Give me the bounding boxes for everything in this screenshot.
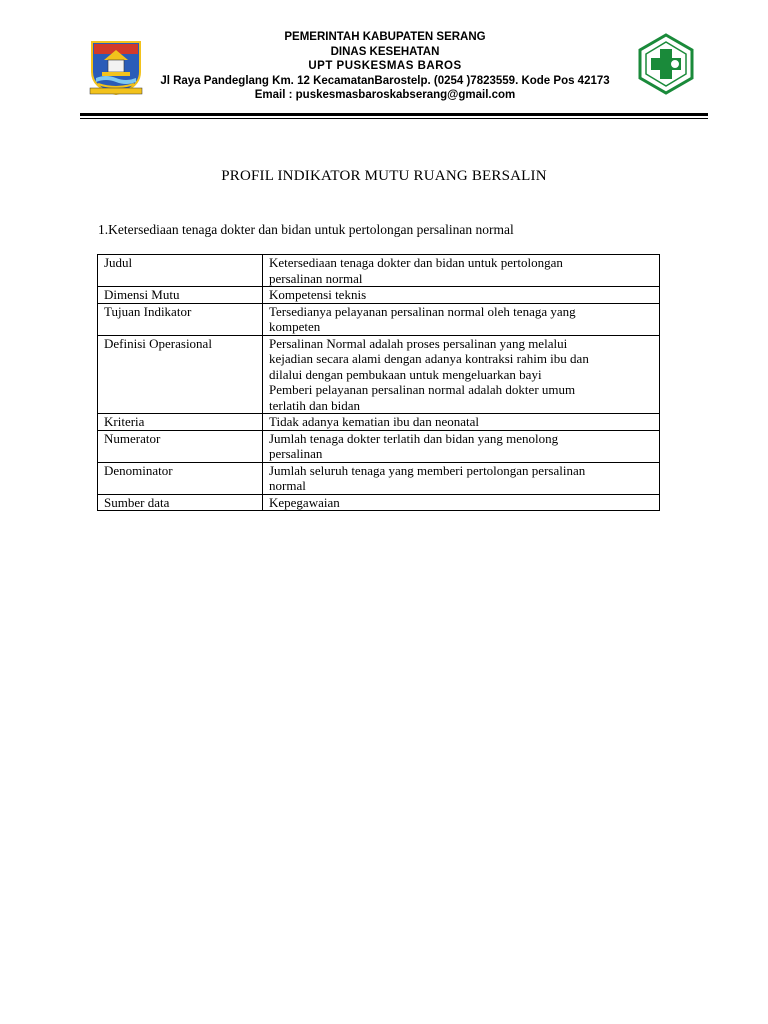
row-value-line: Ketersediaan tenaga dokter dan bidan untuk pertolongan bbox=[269, 255, 563, 270]
letterhead-rule-thin bbox=[80, 118, 708, 119]
row-label: Denominator bbox=[98, 462, 263, 494]
letterhead-government: PEMERINTAH KABUPATEN SERANG bbox=[284, 31, 486, 43]
letterhead-institution: UPT PUSKESMAS BAROS bbox=[308, 60, 462, 73]
row-label: Numerator bbox=[98, 430, 263, 462]
puskesmas-logo-icon bbox=[636, 33, 696, 95]
row-label: Tujuan Indikator bbox=[98, 303, 263, 335]
table-row bbox=[98, 255, 660, 287]
table-row bbox=[98, 430, 660, 462]
row-value-line: kejadian secara alami dengan adanya kontraksi rahim ibu dan bbox=[269, 351, 589, 366]
row-value-line: Tersedianya pelayanan persalinan normal oleh tenaga yang bbox=[269, 303, 576, 319]
row-label: Kriteria bbox=[98, 414, 263, 431]
row-value-line: Persalinan Normal adalah proses persalinan yang melalui bbox=[269, 335, 568, 351]
row-value bbox=[263, 430, 660, 462]
row-value bbox=[263, 303, 660, 335]
row-value-line: Jumlah seluruh tenaga yang memberi pertolongan persalinan bbox=[269, 462, 586, 478]
row-label: Sumber data bbox=[98, 494, 263, 511]
document-title: PROFIL INDIKATOR MUTU RUANG BERSALIN bbox=[221, 168, 547, 184]
row-value-line: Kompetensi teknis bbox=[269, 287, 367, 302]
row-value bbox=[263, 287, 660, 304]
row-label: Judul bbox=[98, 255, 263, 287]
row-value-line: Jumlah tenaga dokter terlatih dan bidan yang menolong bbox=[269, 430, 559, 446]
table-row bbox=[98, 287, 660, 304]
table-row bbox=[98, 335, 660, 414]
table-row bbox=[98, 414, 660, 431]
section-heading: 1.Ketersediaan tenaga dokter dan bidan untuk pertolongan persalinan normal bbox=[98, 222, 514, 237]
table-row bbox=[98, 303, 660, 335]
table-row bbox=[98, 462, 660, 494]
letterhead-rule-thick bbox=[80, 113, 708, 116]
row-value-line: dilalui dengan pembukaan untuk mengeluarkan bayi bbox=[269, 366, 542, 382]
row-label: Definisi Operasional bbox=[98, 335, 263, 414]
row-value-line: Kepegawaian bbox=[269, 494, 340, 510]
letterhead-address: Jl Raya Pandeglang Km. 12 KecamatanBarostelp. (0254 )7823559. Kode Pos 42173 bbox=[160, 74, 610, 87]
indicator-profile-table bbox=[97, 254, 660, 511]
row-value-line: persalinan normal bbox=[269, 270, 363, 286]
row-value bbox=[263, 462, 660, 494]
serang-regency-emblem-icon bbox=[88, 38, 144, 96]
letterhead-text bbox=[150, 30, 620, 103]
row-value bbox=[263, 335, 660, 414]
row-value bbox=[263, 494, 660, 511]
row-value-line: Tidak adanya kematian ibu dan neonatal bbox=[269, 414, 479, 429]
row-value-line: kompeten bbox=[269, 319, 321, 334]
row-value-line: normal bbox=[269, 478, 306, 493]
letterhead bbox=[0, 0, 768, 125]
row-value-line: persalinan bbox=[269, 446, 323, 461]
row-value bbox=[263, 414, 660, 431]
row-value-line: Pemberi pelayanan persalinan normal adalah dokter umum bbox=[269, 382, 576, 397]
table-row bbox=[98, 494, 660, 511]
letterhead-department: DINAS KESEHATAN bbox=[330, 45, 440, 58]
row-value-line: terlatih dan bidan bbox=[269, 397, 360, 413]
row-label: Dimensi Mutu bbox=[98, 287, 263, 304]
letterhead-email: Email : puskesmasbaroskabserang@gmail.com bbox=[254, 89, 516, 102]
row-value bbox=[263, 255, 660, 287]
